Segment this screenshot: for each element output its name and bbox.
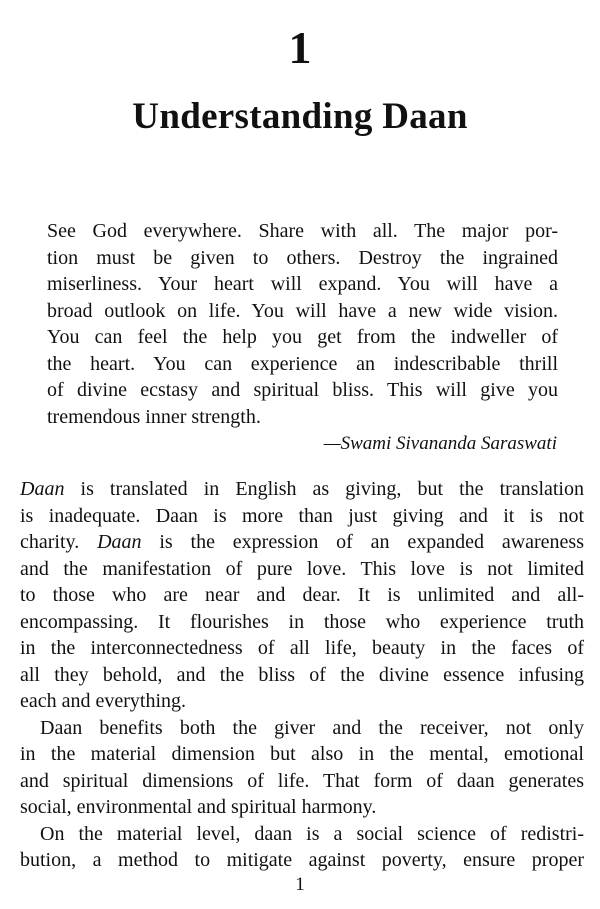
paragraph-2-line: in the material dimension but also in the mental, emotional — [20, 743, 584, 765]
paragraph-2-line: Daan benefits both the giver and the receiver, not only — [40, 716, 584, 739]
epigraph-line: tremendous inner strength. — [47, 405, 261, 428]
line-text: is the expression of an expanded awareness — [141, 531, 584, 553]
chapter-title: Understanding Daan — [132, 96, 468, 137]
italic-term: Daan — [20, 478, 65, 500]
line-text: charity. — [20, 531, 98, 553]
paragraph-1-line: each and everything. — [20, 690, 187, 712]
paragraph-1-line: all they behold, and the bliss of the divine essence infusing — [20, 663, 584, 686]
paragraph-3-line: On the material level, daan is a social science of redistri- — [40, 822, 584, 845]
paragraph-1-line: encompassing. It flourishes in those who experience truth — [20, 610, 584, 633]
epigraph-line: of divine ecstasy and spiritual bliss. This will give you — [47, 379, 558, 401]
body-text — [20, 476, 584, 874]
paragraph-2-line: social, environmental and spiritual harmony. — [20, 796, 377, 818]
epigraph-line: See God everywhere. Share with all. The major por- — [47, 220, 558, 242]
epigraph-attribution: —Swami Sivananda Saraswati — [323, 433, 557, 454]
epigraph-line: the heart. You can experience an indescribable thrill — [47, 352, 558, 375]
paragraph-1-line: is inadequate. Daan is more than just giving and it is not — [20, 504, 584, 527]
epigraph-quote — [47, 218, 558, 430]
paragraph-1-line — [20, 476, 584, 503]
line-text: is translated in English as giving, but the translation — [64, 478, 584, 500]
paragraph-2-line: and spiritual dimensions of life. That form of daan generates — [20, 769, 584, 792]
epigraph-line: miserliness. Your heart will expand. You will have a — [47, 273, 558, 295]
epigraph-line: broad outlook on life. You will have a new wide vision. — [47, 299, 558, 322]
paragraph-1-line: in the interconnectedness of all life, beauty in the faces of — [20, 637, 584, 659]
paragraph-1-line: to those who are near and dear. It is unlimited and all- — [20, 584, 584, 606]
paragraph-3-line: bution, a method to mitigate against poverty, ensure proper — [20, 849, 584, 871]
epigraph-line: You can feel the help you get from the indweller of — [47, 326, 558, 348]
paragraph-1-line: and the manifestation of pure love. This love is not limited — [20, 557, 584, 580]
epigraph-line: tion must be given to others. Destroy the ingrained — [47, 246, 558, 269]
page-number: 1 — [295, 874, 305, 895]
italic-term: Daan — [97, 531, 142, 553]
paragraph-1-line — [20, 529, 584, 556]
chapter-number: 1 — [288, 22, 312, 73]
